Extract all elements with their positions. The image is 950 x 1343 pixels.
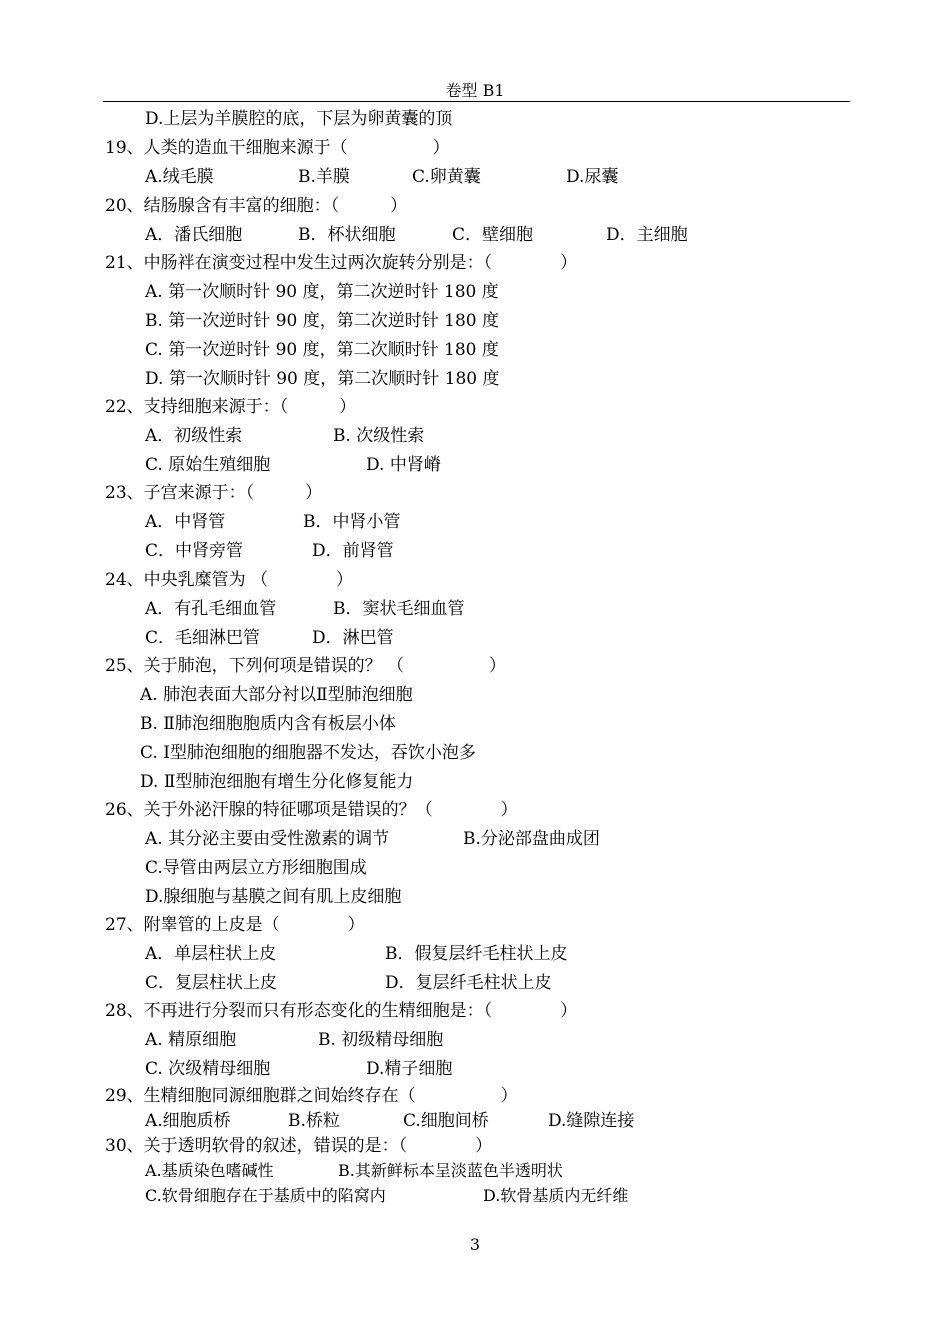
q20-option-a: A．潘氏细胞 [145,225,243,245]
q26-option-c: C.导管由两层立方形细胞围成 [145,858,367,878]
q24-stem: 24、中央乳糜管为 （ ） [105,570,354,590]
q30-option-d: D.软骨基质内无纤维 [483,1186,629,1205]
q26-option-b: B.分泌部盘曲成团 [463,829,600,849]
q21-option-c: C. 第一次逆时针 90 度，第二次顺时针 180 度 [145,340,499,360]
q20-option-b: B．杯状细胞 [298,225,396,245]
q19-option-a: A.绒毛膜 [145,167,214,187]
q21-option-a: A. 第一次顺时针 90 度，第二次逆时针 180 度 [145,282,499,302]
q30-stem: 30、关于透明软骨的叙述，错误的是：（ ） [105,1136,493,1156]
q30-option-c: C.软骨细胞存在于基质中的陷窝内 [145,1186,386,1205]
q29-option-d: D.缝隙连接 [548,1111,635,1131]
q26-stem: 26、关于外泌汗腺的特征哪项是错误的？（ ） [105,800,518,820]
q19-option-d: D.尿囊 [566,167,619,187]
q21-option-b: B. 第一次逆时针 90 度，第二次逆时针 180 度 [145,311,499,331]
q22-option-b: B. 次级性索 [333,426,425,446]
q22-stem: 22、支持细胞来源于：（ ） [105,397,357,417]
q20-stem: 20、结肠腺含有丰富的细胞：（ ） [105,196,408,216]
paper-type-header: 卷型 B1 [445,81,505,100]
q28-option-b: B. 初级精母细胞 [318,1030,444,1050]
q29-option-c: C.细胞间桥 [403,1111,489,1131]
q20-option-d: D．主细胞 [606,225,688,245]
q30-option-b: B.其新鲜标本呈淡蓝色半透明状 [338,1161,563,1180]
q24-option-c: C．毛细淋巴管 [145,628,261,648]
q28-option-c: C. 次级精母细胞 [145,1059,271,1079]
header-divider [103,101,850,102]
q23-option-d: D．前肾管 [312,541,394,561]
page-number: 3 [469,1235,481,1254]
q27-option-d: D．复层纤毛柱状上皮 [385,973,552,993]
q24-option-b: B．窦状毛细血管 [333,599,465,619]
q24-option-d: D．淋巴管 [312,628,394,648]
q25-option-d: D. Ⅱ型肺泡细胞有增生分化修复能力 [140,772,414,792]
q21-option-d: D. 第一次顺时针 90 度，第二次顺时针 180 度 [145,369,500,389]
q19-stem: 19、人类的造血干细胞来源于（ ） [105,138,450,158]
q30-option-a: A.基质染色嗜碱性 [145,1161,274,1180]
q22-option-d: D. 中肾嵴 [366,455,441,475]
q21-stem: 21、中肠袢在演变过程中发生过两次旋转分别是：（ ） [105,253,578,273]
q29-stem: 29、生精细胞同源细胞群之间始终存在（ ） [105,1086,518,1106]
q20-option-c: C．壁细胞 [452,225,534,245]
q23-stem: 23、子宫来源于：（ ） [105,483,323,503]
q25-option-c: C. Ⅰ型肺泡细胞的细胞器不发达，吞饮小泡多 [140,743,476,763]
q22-option-a: A．初级性索 [145,426,243,446]
q19-option-b: B.羊膜 [298,167,350,187]
q29-option-a: A.细胞质桥 [145,1111,231,1131]
q26-option-d: D.腺细胞与基膜之间有肌上皮细胞 [145,887,402,907]
q27-option-c: C．复层柱状上皮 [145,973,278,993]
q25-stem: 25、关于肺泡，下列何项是错误的？ （ ） [105,656,507,676]
q27-option-a: A．单层柱状上皮 [145,944,277,964]
q28-stem: 28、不再进行分裂而只有形态变化的生精细胞是：（ ） [105,1001,578,1021]
q24-option-a: A．有孔毛细血管 [145,599,277,619]
q29-option-b: B.桥粒 [288,1111,340,1131]
q27-stem: 27、附睾管的上皮是（ ） [105,915,365,935]
q28-option-d: D.精子细胞 [366,1059,453,1079]
q28-option-a: A. 精原细胞 [145,1030,237,1050]
q25-option-b: B. Ⅱ肺泡细胞胞质内含有板层小体 [140,714,396,734]
q18-option-d: D.上层为羊膜腔的底，下层为卵黄囊的顶 [145,109,453,129]
q27-option-b: B．假复层纤毛柱状上皮 [385,944,568,964]
q25-option-a: A. 肺泡表面大部分衬以Ⅱ型肺泡细胞 [140,685,413,705]
q26-option-a: A. 其分泌主要由受性激素的调节 [145,829,390,849]
q23-option-b: B．中肾小管 [303,512,401,532]
q19-option-c: C.卵黄囊 [412,167,481,187]
q23-option-c: C．中肾旁管 [145,541,244,561]
q23-option-a: A．中肾管 [145,512,226,532]
q22-option-c: C. 原始生殖细胞 [145,455,271,475]
